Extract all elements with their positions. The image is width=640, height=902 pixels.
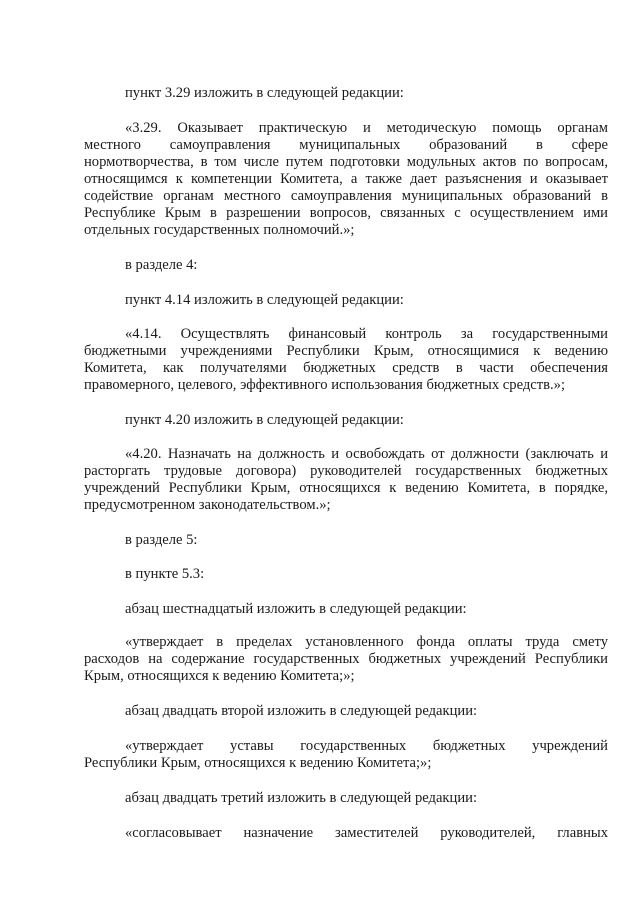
text-line: пункт 3.29 изложить в следующей редакции: [125, 85, 404, 101]
text-line: нормотворчества, в том числе путем подготовки модульных актов по вопросам, [84, 154, 608, 170]
text-line: относящимся к компетенции Комитета, а также дает разъяснения и оказывает [84, 171, 608, 187]
text-line: пункт 4.14 изложить в следующей редакции: [125, 292, 404, 308]
text-line: «3.29. Оказывает практическую и методическую помощь органам [125, 120, 608, 136]
text-line: «утверждает уставы государственных бюджетных учреждений [125, 738, 608, 754]
text-line: абзац двадцать второй изложить в следующей редакции: [125, 703, 478, 719]
text-line: бюджетными учреждениями Республики Крым, относящимися к ведению [84, 343, 608, 359]
text-line: Комитета, как получателями бюджетных средств в части обеспечения [84, 360, 608, 376]
text-line: «согласовывает назначение заместителей руководителей, главных [125, 825, 608, 841]
text-line: расходов на содержание государственных бюджетных учреждений Республики [84, 651, 608, 667]
text-line: в пункте 5.3: [125, 566, 205, 582]
text-line: в разделе 4: [125, 257, 198, 273]
text-line: содействие органам местного самоуправления муниципальных образований в [84, 188, 608, 204]
text-line: местного самоуправления муниципальных образований в сфере [84, 137, 608, 153]
text-line: предусмотренном законодательством.»; [84, 497, 331, 513]
text-line: абзац двадцать третий изложить в следующей редакции: [125, 790, 478, 806]
text-line: Крым, относящихся к ведению Комитета;»; [84, 668, 355, 684]
text-line: учреждений Республики Крым, относящихся к ведению Комитета, в порядке, [84, 480, 608, 496]
text-line: Республики Крым, относящихся к ведению Комитета;»; [84, 755, 432, 771]
text-line: Республике Крым в разрешении вопросов, связанных с осуществлением ими [84, 205, 608, 221]
text-line: «утверждает в пределах установленного фонда оплаты труда смету [125, 634, 608, 650]
text-line: «4.20. Назначать на должность и освобождать от должности (заключать и [125, 446, 608, 462]
text-line: в разделе 5: [125, 532, 198, 548]
text-line: «4.14. Осуществлять финансовый контроль за государственными [125, 326, 608, 342]
text-line: правомерного, целевого, эффективного использования бюджетных средств.»; [84, 377, 566, 393]
text-line: пункт 4.20 изложить в следующей редакции: [125, 412, 404, 428]
text-line: отдельных государственных полномочий.»; [84, 222, 355, 238]
text-line: расторгать трудовые договора) руководителей государственных бюджетных [84, 463, 608, 479]
text-line: абзац шестнадцатый изложить в следующей редакции: [125, 601, 467, 617]
